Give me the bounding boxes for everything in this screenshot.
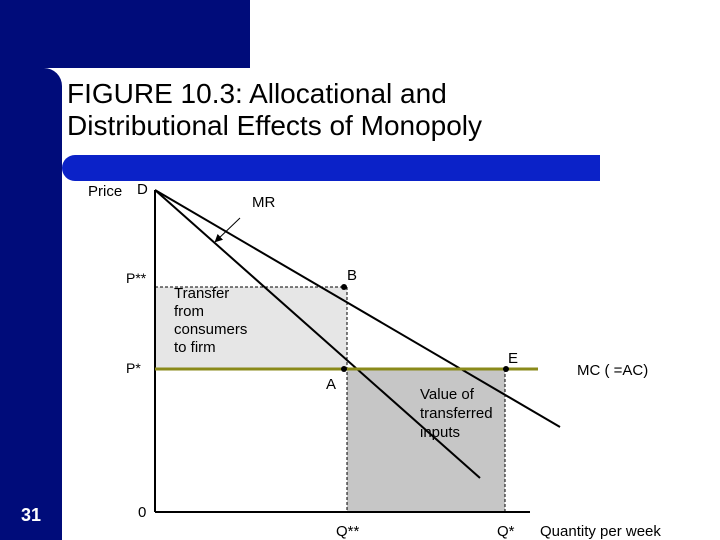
mc-label: MC ( =AC)	[577, 362, 649, 379]
y-axis-label: Price	[88, 183, 123, 200]
p-competitive-label: P*	[126, 360, 141, 376]
slide-number: 31	[20, 505, 42, 525]
q-competitive-label: Q*	[497, 523, 515, 540]
point-b-label: B	[347, 267, 358, 284]
q-monopoly-label: Q**	[336, 523, 360, 540]
origin-label: 0	[138, 504, 147, 521]
mr-label: MR	[252, 194, 276, 211]
point-a-label: A	[326, 376, 337, 393]
title-line-1: FIGURE 10.3: Allocational and	[67, 78, 447, 109]
transfer-annotation: Transfer from consumers to firm	[174, 285, 248, 356]
inputs-annotation: Value of transferred inputs	[420, 386, 493, 441]
point-e-label: E	[508, 350, 519, 367]
title-line-2: Distributional Effects of Monopoly	[67, 110, 483, 141]
point-a-marker	[341, 366, 347, 372]
demand-label: D	[137, 181, 148, 198]
p-monopoly-label: P**	[126, 270, 147, 286]
x-axis-label: Quantity per week	[540, 523, 661, 540]
point-b-marker	[341, 284, 347, 290]
